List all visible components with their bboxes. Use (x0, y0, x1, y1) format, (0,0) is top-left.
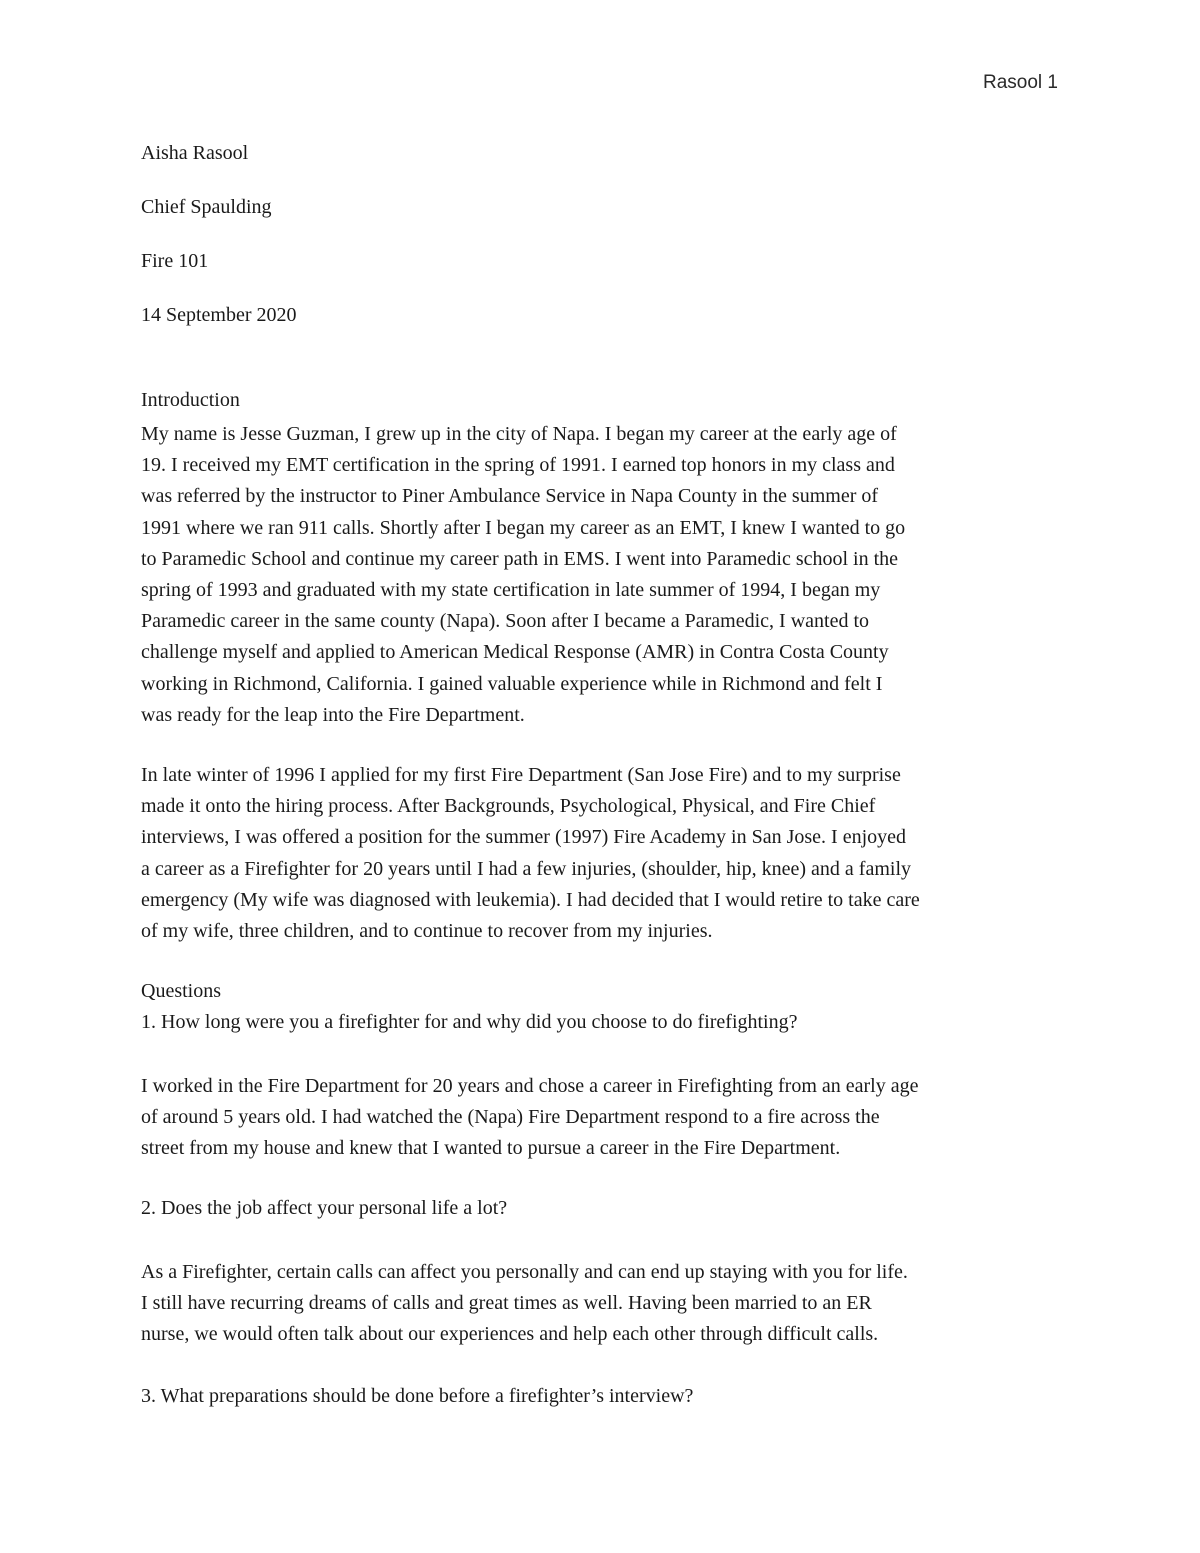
answer-1 (141, 1071, 1066, 1165)
paragraph-line: of around 5 years old. I had watched the (Napa) Fire Department respond to a fire across the (141, 1106, 880, 1129)
paragraph-line: 1991 where we ran 911 calls. Shortly after I began my career as an EMT, I knew I wanted to go (141, 516, 906, 539)
paragraph-line: nurse, we would often talk about our experiences and help each other through difficult calls. (141, 1323, 879, 1346)
paragraph-line: to Paramedic School and continue my career path in EMS. I went into Paramedic school in the (141, 547, 899, 570)
paragraph-line: was ready for the leap into the Fire Department. (141, 703, 525, 726)
instructor-name: Chief Spaulding (141, 196, 272, 218)
paragraph-line: emergency (My wife was diagnosed with leukemia). I had decided that I would retire to take care (141, 888, 920, 911)
document-date: 14 September 2020 (141, 304, 297, 326)
paragraph-line: made it onto the hiring process. After Backgrounds, Psychological, Physical, and Fire Chief (141, 795, 876, 818)
paragraph-line: interviews, I was offered a position for the summer (1997) Fire Academy in San Jose. I enjoyed (141, 826, 906, 849)
paragraph-line: 19. I received my EMT certification in the spring of 1991. I earned top honors in my class and (141, 454, 895, 477)
paragraph-line: Paramedic career in the same county (Napa). Soon after I became a Paramedic, I wanted to (141, 610, 869, 633)
paragraph-line: In late winter of 1996 I applied for my first Fire Department (San Jose Fire) and to my surprise (141, 764, 901, 786)
section-title-introduction: Introduction (141, 389, 240, 411)
paragraph-line: was referred by the instructor to Piner Ambulance Service in Napa County in the summer of (141, 485, 879, 508)
paragraph-line: spring of 1993 and graduated with my state certification in late summer of 1994, I began my (141, 579, 881, 602)
paragraph-line: working in Richmond, California. I gained valuable experience while in Richmond and felt I (141, 672, 883, 695)
paragraph-line: of my wife, three children, and to continue to recover from my injuries. (141, 920, 713, 943)
section-title-questions: Questions (141, 980, 221, 1002)
answer-2 (141, 1257, 1066, 1351)
paragraph-line: I still have recurring dreams of calls and great times as well. Having been married to an ER (141, 1292, 872, 1315)
paragraph-line: I worked in the Fire Department for 20 years and chose a career in Firefighting from an early age (141, 1075, 919, 1097)
paragraph-line: As a Firefighter, certain calls can affect you personally and can end up staying with you for life. (141, 1261, 908, 1283)
paragraph-line: challenge myself and applied to American Medical Response (AMR) in Contra Costa County (141, 641, 889, 664)
question-2: 2. Does the job affect your personal life a lot? (141, 1197, 508, 1219)
paragraph-line: a career as a Firefighter for 20 years until I had a few injuries, (shoulder, hip, knee) and a family (141, 857, 912, 880)
student-name: Aisha Rasool (141, 142, 249, 164)
question-3: 3. What preparations should be done before a firefighter’s interview? (141, 1385, 694, 1407)
introduction-paragraph-2 (141, 760, 1066, 947)
paragraph-line: My name is Jesse Guzman, I grew up in the city of Napa. I began my career at the early age of (141, 423, 897, 445)
course-name: Fire 101 (141, 250, 209, 272)
question-1: 1. How long were you a firefighter for and why did you choose to do firefighting? (141, 1011, 798, 1033)
running-head: Rasool 1 (983, 72, 1058, 93)
introduction-paragraph-1 (141, 419, 1066, 731)
paragraph-line: street from my house and knew that I wanted to pursue a career in the Fire Department. (141, 1137, 841, 1160)
